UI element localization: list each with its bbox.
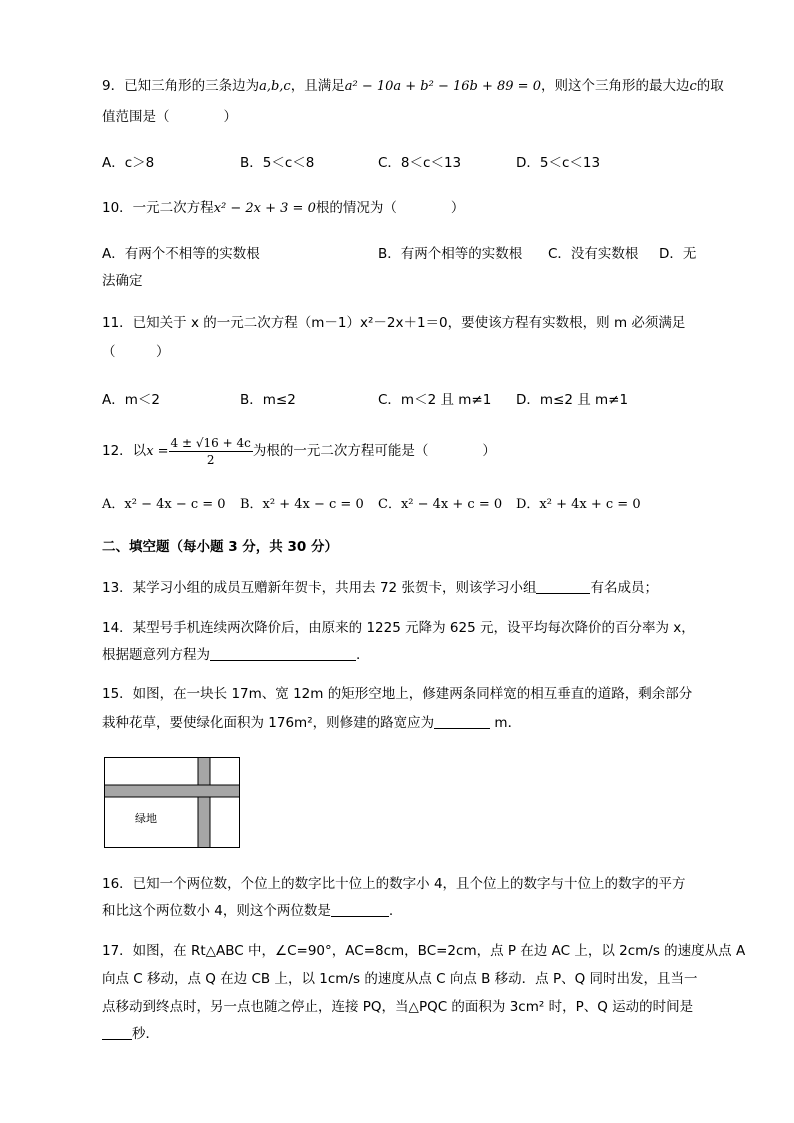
q11-option-a: A．m＜2	[102, 392, 160, 408]
answer-blank[interactable]	[434, 714, 490, 729]
question-14-line2: 根据题意列方程为 .	[102, 647, 361, 663]
question-17: 17．如图，在 Rt△ABC 中，∠C=90°，AC=8cm，BC=2cm，点 P 在边 AC 上，以 2cm/s 的速度从点 A	[102, 943, 746, 959]
road-figure	[104, 757, 241, 850]
plot-rectangle	[105, 758, 240, 848]
q11-option-c: C．m＜2 且 m≠1	[378, 392, 492, 408]
answer-blank[interactable]	[536, 579, 590, 594]
q12-option-b: B．x² + 4x − c = 0	[240, 497, 364, 512]
question-11-line2: （ ）	[102, 344, 170, 360]
q12-option-c: C．x² − 4x + c = 0	[378, 497, 503, 512]
question-12: 12．以x = $\frac{4 \pm √16 + 4c}{2}$ 为根的一元二次方程可能是（ ）	[102, 435, 496, 467]
answer-blank[interactable]	[331, 902, 389, 917]
question-15: 15．如图，在一块长 17m、宽 12m 的矩形空地上，修建两条同样宽的相互垂直的道路，剩余部分	[102, 686, 693, 702]
q10-option-d-cont: 法确定	[102, 273, 143, 289]
question-9-line2: 值范围是（ ）	[102, 109, 237, 125]
question-16: 16．已知一个两位数，个位上的数字比十位上的数字小 4，且个位上的数字与十位上的数字的平方	[102, 876, 686, 892]
horizontal-road	[105, 785, 240, 797]
q10-option-a: A．有两个不相等的实数根	[102, 246, 260, 262]
question-15-line2: 栽种花草，要使绿化面积为 176m²，则修建的路宽应为 m．	[102, 715, 522, 731]
question-17-line3: 点移动到终点时，另一点也随之停止，连接 PQ，当△PQC 的面积为 3cm² 时，P、Q 运动的时间是	[102, 999, 694, 1015]
q9-option-d: D．5＜c＜13	[516, 155, 601, 171]
q12-option-d: D．x² + 4x + c = 0	[516, 497, 641, 512]
question-9: 9．已知三角形的三条边为a,b,c，且满足a² − 10a + b² − 16b + 89 = 0，则这个三角形的最大边c的取	[102, 78, 724, 94]
vertical-road	[198, 758, 210, 848]
answer-blank[interactable]	[102, 1025, 132, 1040]
section-heading: 二、填空题（每小题 3 分，共 30 分）	[102, 539, 338, 555]
answer-blank[interactable]	[210, 646, 356, 661]
q9-option-c: C．8＜c＜13	[378, 155, 462, 171]
q11-option-d: D．m≤2 且 m≠1	[516, 392, 629, 408]
q10-option-d: D．无	[659, 246, 697, 262]
q9-option-a: A．c＞8	[102, 155, 155, 171]
q11-option-b: B．m≤2	[240, 392, 296, 408]
question-14: 14．某型号手机连续两次降价后，由原来的 1225 元降为 625 元，设平均每次降价的百分率为 x，	[102, 620, 695, 636]
q10-option-b: B．有两个相等的实数根	[378, 246, 523, 262]
q10-option-c: C．没有实数根	[548, 246, 639, 262]
fraction: $\frac{4 \pm √16 + 4c}{2}$	[170, 435, 251, 467]
q12-option-a: A．x² − 4x − c = 0	[102, 497, 226, 512]
question-13: 13．某学习小组的成员互赠新年贺卡，共用去 72 张贺卡，则该学习小组 有名成员；	[102, 580, 658, 596]
question-11: 11．已知关于 x 的一元二次方程（m－1）x²－2x＋1＝0，要使该方程有实数根，则 m 必须满足	[102, 315, 686, 331]
question-16-line2: 和比这个两位数小 4，则这个两位数是 .	[102, 903, 394, 919]
figure-label: 绿地	[135, 812, 157, 825]
question-17-line2: 向点 C 移动，点 Q 在边 CB 上，以 1cm/s 的速度从点 C 向点 B 移动．点 P、Q 同时出发，且当一	[102, 971, 698, 987]
question-10: 10．一元二次方程x² − 2x + 3 = 0根的情况为（ ）	[102, 200, 465, 216]
question-17-line4: 秒．	[102, 1024, 159, 1044]
q9-option-b: B．5＜c＜8	[240, 155, 315, 171]
